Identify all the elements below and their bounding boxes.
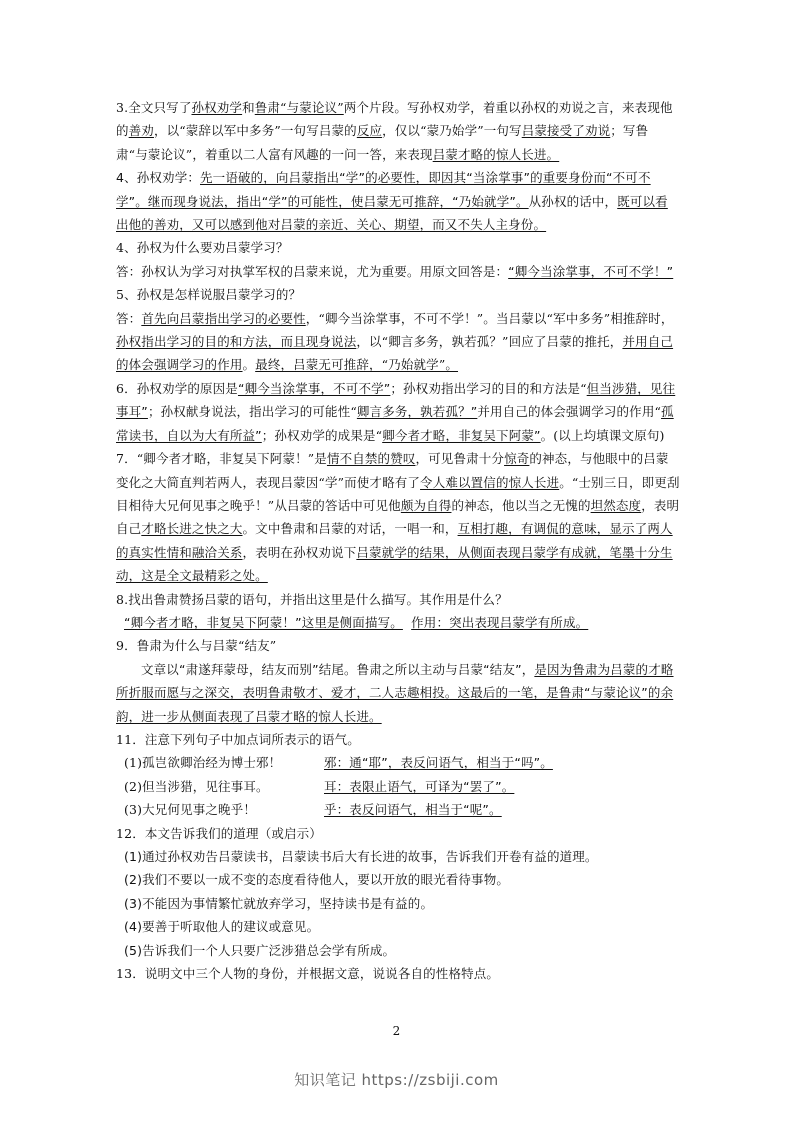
text: 和 xyxy=(242,100,255,115)
underlined-text: 但当涉猎，见往事耳” xyxy=(116,380,676,420)
answer-q8 xyxy=(116,611,680,634)
text: 。(以上均填课文原句) xyxy=(540,427,665,443)
text: 。文中鲁肃和吕蒙的对话，一唱一和， xyxy=(242,521,458,537)
text: ；写鲁肃“与蒙论议”，着重以二人富有风趣的一问一答，来表现 xyxy=(116,123,649,162)
question-q9: 9．鲁肃为什么与吕蒙“结友” xyxy=(116,638,277,654)
q12-item: (2)我们不要以一成不变的态度看待他人，要以开放的眼光看待事物。 xyxy=(124,872,510,888)
text: ；孙权劝学的成果是“ xyxy=(261,427,383,443)
sentence: (3)大兄何见事之晚乎！ xyxy=(124,802,257,818)
text: 两个片段。写孙权劝学，着重以孙权的劝说之言，来表现他的 xyxy=(116,100,673,139)
text: ；孙权献身说法，指出学习的可能性“ xyxy=(147,404,357,420)
underlined-text: 情不自禁的赞叹 xyxy=(326,451,416,467)
answer-q5 xyxy=(116,307,680,377)
underlined-text: 吕蒙接受了劝说 xyxy=(521,123,611,139)
question-q13: 13．说明文中三个人物的身份，并根据文意，说说各自的性格特点。 xyxy=(116,966,500,982)
annotation: 邪：通“耶”，表反问语气，相当于“吗”。 xyxy=(324,755,553,771)
underlined-text: 颇为自得 xyxy=(400,497,452,513)
text: 答： xyxy=(116,310,142,326)
text: 的神态，他以当之无愧的 xyxy=(451,497,591,513)
underlined-text: “卿今当涂掌事，不可不学” xyxy=(237,380,391,396)
text: 。 xyxy=(242,357,256,373)
q11-item xyxy=(116,751,680,774)
text: ，可见鲁肃十分 xyxy=(415,451,505,467)
text: 3.全文只写了 xyxy=(116,100,192,115)
text: 。“士别三日，即更刮目相待大兄何见事之晚乎！”从吕蒙的答话中可见他 xyxy=(116,474,680,513)
document-body xyxy=(116,96,680,985)
question-q12: 12．本文告诉我们的道理（或启示） xyxy=(116,825,322,841)
sentence: (2)但当涉猎，见往事耳。 xyxy=(124,778,269,794)
paragraph-q7 xyxy=(116,447,680,587)
q11-item xyxy=(116,798,680,821)
text: 答：孙权认为学习对执掌军权的吕蒙来说，尤为重要。用原文回答是： xyxy=(116,263,509,279)
q12-item: (3)不能因为事情繁忙就放弃学习，坚持读书是有益的。 xyxy=(124,895,434,911)
text: ，以“蒙辞以军中多务”一句写吕蒙的 xyxy=(153,123,357,139)
underlined-text: 反应 xyxy=(356,123,383,139)
underlined-text: 卿言多务，孰若孤？” xyxy=(356,404,478,420)
underlined-text: 作用：突出表现吕蒙学有所成。 xyxy=(411,614,589,630)
paragraph-q6 xyxy=(116,377,680,447)
text: ，表明自己 xyxy=(116,497,680,537)
paragraph-q3 xyxy=(116,96,680,166)
annotation: 乎：表反问语气，相当于“呢”。 xyxy=(324,802,502,818)
text: ，表明在孙权劝说下 xyxy=(242,544,357,560)
text: 7．“卿今者才略，非复吴下阿蒙！”是 xyxy=(116,451,327,467)
annotation: 耳：表限止语气，可译为“罢了”。 xyxy=(324,778,515,794)
question-q8: 8.找出鲁肃赞扬吕蒙的语句，并指出这里是什么描写。其作用是什么？ xyxy=(116,591,508,607)
underlined-text: 才略长进之快之大 xyxy=(141,521,243,537)
underlined-text: 是因为鲁肃为吕蒙的才略所折服而愿与之深交，表明鲁肃敬才、爱才，二人志趣相投。这最后的一笔，是鲁肃“与蒙论议”的余韵，进一步从侧面表现了吕蒙才略的惊人长进。 xyxy=(116,661,674,724)
watermark: 知识笔记 https://zsbiji.com xyxy=(294,1071,499,1089)
text: ；孙权劝指出学习的目的和方法是“ xyxy=(390,380,587,396)
underlined-text: 首先向吕蒙指出学习的必要性 xyxy=(141,310,306,326)
text: 4、孙权劝学： xyxy=(116,170,201,186)
question-q11: 11．注意下列句子中加点词所表示的语气。 xyxy=(116,731,360,747)
underlined-text: 坦然态度 xyxy=(590,497,642,513)
underlined-text: 互相打趣，有调侃的意味，显示了两人的真实性情和融洽关系 xyxy=(116,521,673,560)
underlined-text: 并用自己的体会强调学习的作用 xyxy=(116,334,674,373)
underlined-text: 既可以看出他的善劝，又可以感到他对吕蒙的亲近、关心、期望，而又不失人主身份。 xyxy=(116,193,668,233)
underlined-text: 惊奇 xyxy=(504,451,530,467)
q12-item: (4)要善于听取他人的建议或意见。 xyxy=(124,919,320,935)
underlined-text: 善劝 xyxy=(128,123,154,139)
text: ，“卿今当涂掌事，不可不学！”。当吕蒙以“军中多务”相推辞时， xyxy=(305,310,674,326)
answer-q4 xyxy=(116,260,680,283)
underlined-text: 孙权指出学习的目的和方法，而且现身说法 xyxy=(116,334,357,350)
q12-item: (1)通过孙权劝告吕蒙读书，吕蒙读书后大有长进的故事，告诉我们开卷有益的道理。 xyxy=(124,849,598,864)
text: 从孙权的话中， xyxy=(528,193,618,209)
q11-item xyxy=(116,775,680,798)
page-number: 2 xyxy=(392,1024,401,1038)
underlined-text: 令人难以置信的惊人长进 xyxy=(420,474,560,490)
underlined-text: 孤常读书，自以为大有所益” xyxy=(116,404,674,443)
text: 的神态，与他眼中的吕蒙变化之大简直判若两人，表现吕蒙因“学”而使才略有了 xyxy=(116,451,669,490)
underlined-text: 吕蒙就学的结果，从侧面表现吕蒙学有成就，笔墨十分生动，这是全文最精彩之处。 xyxy=(116,544,673,584)
text: ，仅以“蒙乃始学”一句写 xyxy=(382,123,522,139)
underlined-text: 鲁肃“与蒙论议” xyxy=(254,100,344,115)
underlined-text: 最终，吕蒙无可推辞，“乃始就学”。 xyxy=(255,357,459,373)
underlined-text: 吕蒙才略的惊人长进。 xyxy=(432,146,560,162)
sentence: (1)孤岂欲卿治经为博士邪！ xyxy=(124,755,282,771)
paragraph-q4-persuasion xyxy=(116,166,680,236)
underlined-text: 孙权劝学 xyxy=(191,100,243,115)
text: 并用自己的体会强调学习的作用“ xyxy=(477,404,662,420)
text: 文章以“肃遂拜蒙母，结友而别”结尾。鲁肃之所以主动与吕蒙“结友”， xyxy=(141,661,535,677)
question-q4: 4、孙权为什么要劝吕蒙学习？ xyxy=(116,240,289,256)
text: 6．孙权劝学的原因是 xyxy=(116,380,238,396)
underlined-text: 先一语破的，向吕蒙指出“学”的必要性，即因其“当涂掌事”的重要身份而“不可不学”。继而现身说法，指出“学”的可能性，使吕蒙无可推辞，“乃始就学”。 xyxy=(116,170,651,209)
underlined-text: “卿今者才略，非复吴下阿蒙！”这里是侧面描写。 xyxy=(124,614,403,630)
question-q5: 5、孙权是怎样说服吕蒙学习的？ xyxy=(116,287,302,303)
text: ，以“卿言多务，孰若孤？”回应了吕蒙的推托， xyxy=(356,334,623,350)
underlined-text: “卿今当涂掌事，不可不学！” xyxy=(508,263,674,279)
underlined-text: 卿今者才略，非复吴下阿蒙” xyxy=(382,427,541,443)
answer-q9 xyxy=(116,658,680,728)
q12-item: (5)告诉我们一个人只要广泛涉猎总会学有所成。 xyxy=(124,942,396,958)
